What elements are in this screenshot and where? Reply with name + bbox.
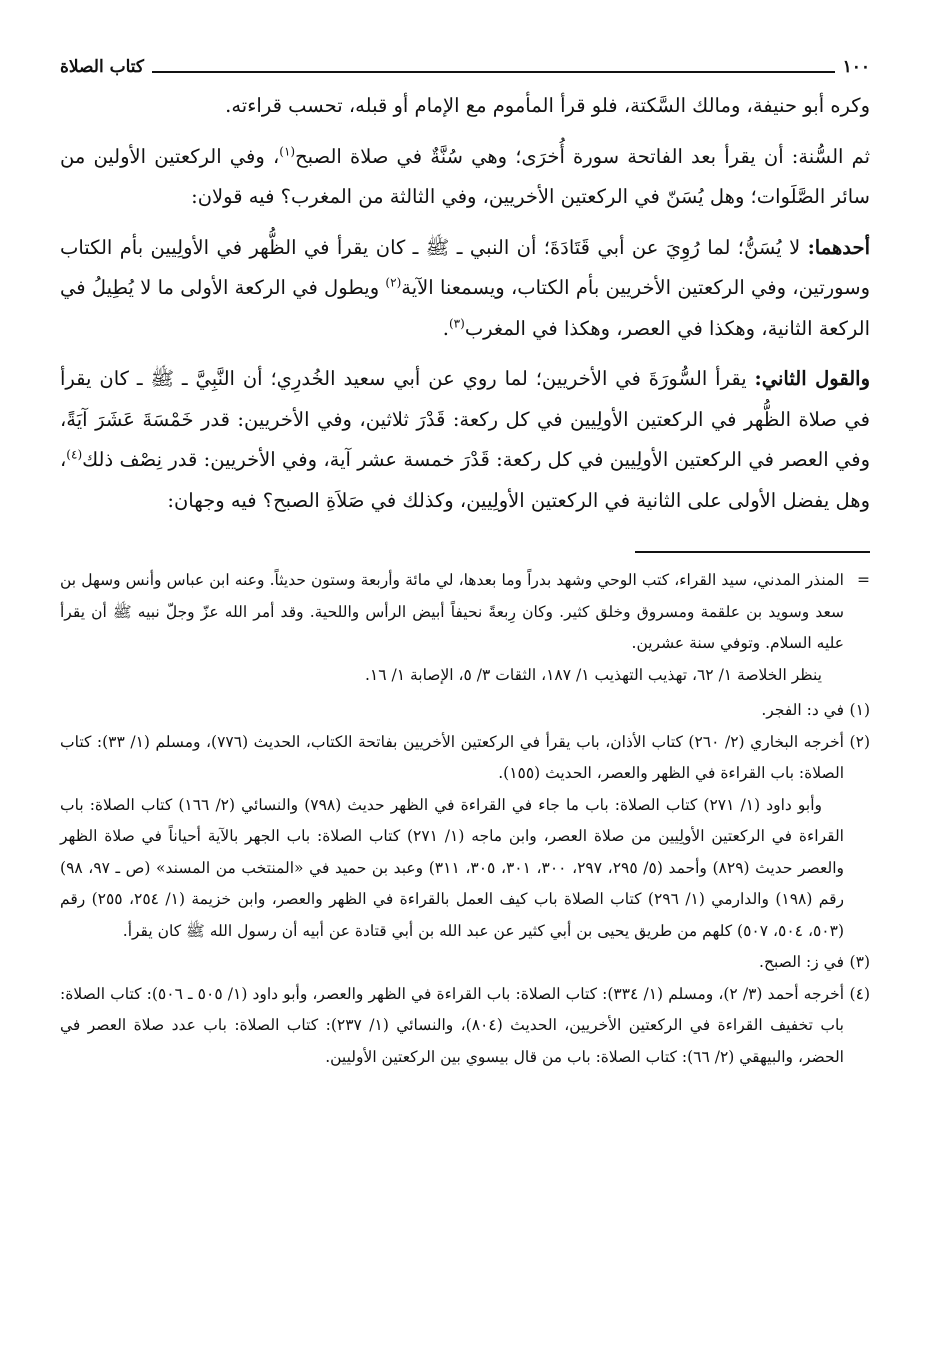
paragraph	[60, 86, 870, 127]
footnote-continued	[60, 565, 870, 691]
paragraph-text: ، وهل يفضل الأولى على الثانية في الركعتين الأولِيين، وكذلك في صَلاَةِ الصبح؟ فيه وجهان:	[60, 448, 870, 512]
paragraph-text: يقرأ السُّورَةَ في الأخريين؛ لما روي عن أبي سعيد الخُدرِي؛ أن النَّبِيَّ ـ ﷺ ـ كان يقرأ في صلاة الظُّهر في الركعتين الأولِيين في كل ركعة: قَدْرَ ثلاثين، وفي الأخريين: قدر خَمْسَةَ عَشَرَ آيَةً، وفي العصر في الركعتين الأولِيين في كل ركعة: قَدْرَ خمسة عشر آية، وفي الأخريين: قدر نِصْف ذلك	[60, 367, 870, 471]
paragraph-text: لا يُسَنُّ؛ لما رُوِيَ عن أبي قَتَادَةَ؛ أن النبي ـ ﷺ ـ كان يقرأ في الظُّهر في الأولِيين بأم الكتاب وسورتين، وفي الركعتين الأخريين بأم الكتاب، ويسمعنا الآية	[60, 235, 870, 299]
paragraph-text: ثم السُّنة: أن يقرأ بعد الفاتحة سورة أُخرَى؛ وهي سُنَّةٌ في صلاة الصبح	[295, 144, 870, 168]
paragraph	[60, 359, 870, 521]
paragraph-text: وكره أبو حنيفة، ومالك السَّكتة، فلو قرأ المأموم مع الإمام أو قبله، تحسب قراءته.	[225, 94, 870, 117]
footnotes	[60, 565, 870, 1073]
header-rule	[152, 71, 835, 73]
paragraph	[60, 137, 870, 218]
footnote-ref[interactable]: (٣)	[448, 316, 465, 330]
footnote-3	[60, 947, 870, 979]
footnote-text: أخرجه أحمد (٣/ ٢)، ومسلم (١/ ٣٣٤): كتاب الصلاة: باب القراءة في الظهر والعصر، وأبو داود (١/ ٥٠٥ ـ ٥٠٦): كتاب الصلاة: باب تخفيف القراءة في الركعتين الأخريين، الحديث (٨٠٤)، والنسائي (١/ ٢٣٧): كتاب الصلاة: باب عدد صلاة العصر في الحضر، والبيهقي (٢/ ٦٦): كتاب الصلاة: باب من قال بيسوي بين الركعتين الأوليين.	[60, 984, 845, 1066]
page-number: ١٠٠	[842, 57, 870, 77]
footnote-1	[60, 695, 870, 727]
paragraph-text: ويطول في الركعة الأولى ما لا يُطِيلُ في الركعة الثانية، وهكذا في العصر، وهكذا في المغرب	[60, 276, 870, 340]
footnote-text: المنذر المدني، سيد القراء، كتب الوحي وشهد بدراً وما بعدها، لي مائة وأربعة وستون حديثاً. وعنه ابن عباس وأنس وسهل بن سعد وسويد بن علقمة ومسروق وخلق كثير. وكان رِبعةً نحيفاً أبيض الرأس واللحية. وقد أمر الله عزّ وجلّ نبيه ﷺ أن يقرأ عليه السلام. وتوفي سنة عشرين.	[60, 571, 844, 652]
footnote-mark: (٢)	[849, 732, 870, 751]
footnote-2	[60, 727, 870, 948]
footnote-4	[60, 979, 870, 1074]
footnote-mark: (٤)	[849, 984, 870, 1003]
footnote-ref[interactable]: (٤)	[66, 447, 83, 462]
paragraph-lead: والقول الثاني:	[754, 367, 870, 390]
footnote-separator	[635, 551, 870, 553]
footnote-mark: (١)	[849, 701, 870, 719]
footnote-text: في ز: الصبح.	[759, 953, 844, 971]
footnote-text: في د: الفجر.	[761, 701, 844, 719]
paragraph	[60, 228, 870, 350]
paragraph-text: ، وفي الركعتين الأولين من سائر الصَّلَوات؛ وهل يُسَنّ في الركعتين الأخريين، وفي الثالثة من المغرب؟ فيه قولان:	[60, 144, 870, 208]
running-header	[60, 56, 870, 78]
page	[60, 56, 870, 1073]
main-text	[60, 86, 870, 521]
footnote-text: وأبو داود (١/ ٢٧١) كتاب الصلاة: باب ما جاء في القراءة في الظهر حديث (٧٩٨) والنسائي (٢/ ١٦٦) كتاب الصلاة: باب القراءة في الركعتين الأولِيين من صلاة العصر، وابن ماجه (١/ ٢٧١) كتاب الصلاة: باب الجهر بالآية أحياناً في صلاة الظهر والعصر حديث (٨٢٩) وأحمد (٥/ ٢٩٥، ٢٩٧، ٣٠٠، ٣٠١، ٣٠٥، ٣١١) وعبد بن حميد في «المنتخب من المسند» (ص ـ ٩٧، ٩٨) رقم (١٩٨) والدارمي (١/ ٢٩٦) كتاب الصلاة باب كيف العمل بالقراءة في الظهر والعصر، وابن خزيمة (١/ ٢٥٤، ٢٥٥) رقم (٥٠٣، ٥٠٤، ٥٠٧) كلهم من طريق يحيى بن أبي كثير عن عبد الله بن أبي قتادة عن أبيه أن رسول الله ﷺ كان يقرأ.	[60, 795, 845, 940]
footnote-text: ينظر الخلاصة ١/ ٦٢، تهذيب التهذيب ١/ ١٨٧، الثقات ٣/ ٥، الإصابة ١/ ١٦.	[364, 665, 822, 684]
paragraph-lead: أحدهما:	[807, 235, 870, 259]
footnote-ref[interactable]: (٢)	[385, 275, 402, 290]
footnote-mark: =	[857, 571, 870, 589]
paragraph-text: .	[442, 316, 449, 340]
footnote-text: أخرجه البخاري (٢/ ٢٦٠) كتاب الأذان، باب يقرأ في الركعتين الأخريين بفاتحة الكتاب، الحديث (٧٧٦)، ومسلم (١/ ٣٣): كتاب الصلاة: باب القراءة في الظهر والعصر، الحديث (١٥٥).	[60, 732, 844, 782]
book-title: كتاب الصلاة	[60, 57, 145, 77]
footnote-ref[interactable]: (١)	[279, 144, 296, 158]
footnote-mark: (٣)	[849, 953, 870, 971]
